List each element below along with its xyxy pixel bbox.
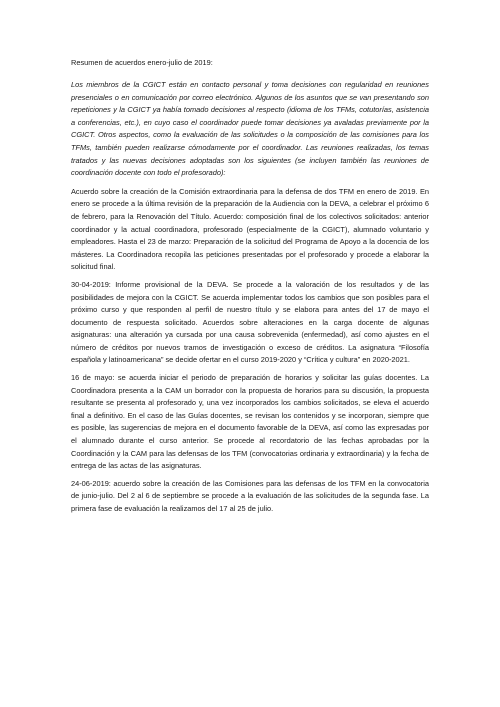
- body-paragraph: 16 de mayo: se acuerda iniciar el periodo de preparación de horarios y solicitar las guías docentes. La Coordinadora presenta a la CAM un borrador con la propuesta de horarios para su discusión, la propuesta resultante se presenta al profesorado y, una vez incorporados los cambios solicitados, se eleva el acuerdo final a definitivo. En el caso de las Guías docentes, se revisan los contenidos y se incorporan, siempre que es posible, las sugerencias de mejora en el documento favorable de la DEVA, así como las expresadas por el alumnado durante el curso anterior. Se procede al recordatorio de las fechas aprobadas por la Coordinación y la CAM para las defensas de los TFM (convocatorias ordinaria y extraordinaria) y la fecha de entrega de las actas de las asignaturas.: [71, 373, 429, 471]
- intro-paragraph: Los miembros de la CGICT están en contacto personal y toma decisiones con regularidad en reuniones presenciales o en comunicación por correo electrónico. Algunos de los asuntos que se van presentando son repeticiones y la CGICT ya había tomado decisiones al respecto (idioma de los TFMs, cotutorías, asistencia a conferencias, etc.), en cuyo caso el coordinador puede tomar decisiones ya avaladas previamente por la CGICT. Otros aspectos, como la evaluación de las solicitudes o la composición de las comisiones para los TFMs, también pueden realizarse cómodamente por el coordinador. Las reuniones realizadas, los temas tratados y las nuevas decisiones adoptadas son los siguientes (se incluyen también las reuniones de coordinación docente con todo el profesorado):: [71, 80, 429, 178]
- body-paragraph: Acuerdo sobre la creación de la Comisión extraordinaria para la defensa de dos TFM en enero de 2019. En enero se procede a la última revisión de la preparación de la Audiencia con la DEVA, a celebrar el próximo 6 de febrero, para la Renovación del Título. Acuerdo: composición final de los colectivos solicitados: anterior coordinador y la actual coordinadora, profesorado (especialmente de la CGICT), alumnado voluntario y empleadores. Hasta el 23 de marzo: Preparación de la solicitud del Programa de Apoyo a la docencia de los másteres. La Coordinadora recopila las peticiones presentadas por el profesorado y procede a elaborar la solicitud final.: [71, 186, 429, 272]
- body-paragraph: 24-06-2019: acuerdo sobre la creación de las Comisiones para las defensas de los TFM en la convocatoria de junio-julio. Del 2 al 6 de septiembre se procede a la evaluación de las solicitudes de la segunda fase. La primera fase de evaluación la realizamos del 17 al 25 de julio.: [71, 478, 429, 513]
- document-heading: Resumen de acuerdos enero-julio de 2019:: [71, 58, 213, 67]
- body-paragraph: 30-04-2019: Informe provisional de la DEVA. Se procede a la valoración de los resultados y de las posibilidades de mejora con la CGICT. Se acuerda implementar todos los cambios que son posibles para el próximo curso y que responden al perfil de nuestro título y se elabora para antes del 17 de mayo el documento de respuesta solicitado. Acuerdos sobre alteraciones en la carga docente de algunas asignaturas: una alteración ya cursada por una causa sobrevenida (enfermedad), así como ajustes en el número de créditos por nuevos tramos de investigación o exceso de créditos. La asignatura “Filosofía española y latinoamericana” se decide ofertar en el curso 2019-2020 y “Crítica y cultura” en 2020-2021.: [71, 279, 429, 365]
